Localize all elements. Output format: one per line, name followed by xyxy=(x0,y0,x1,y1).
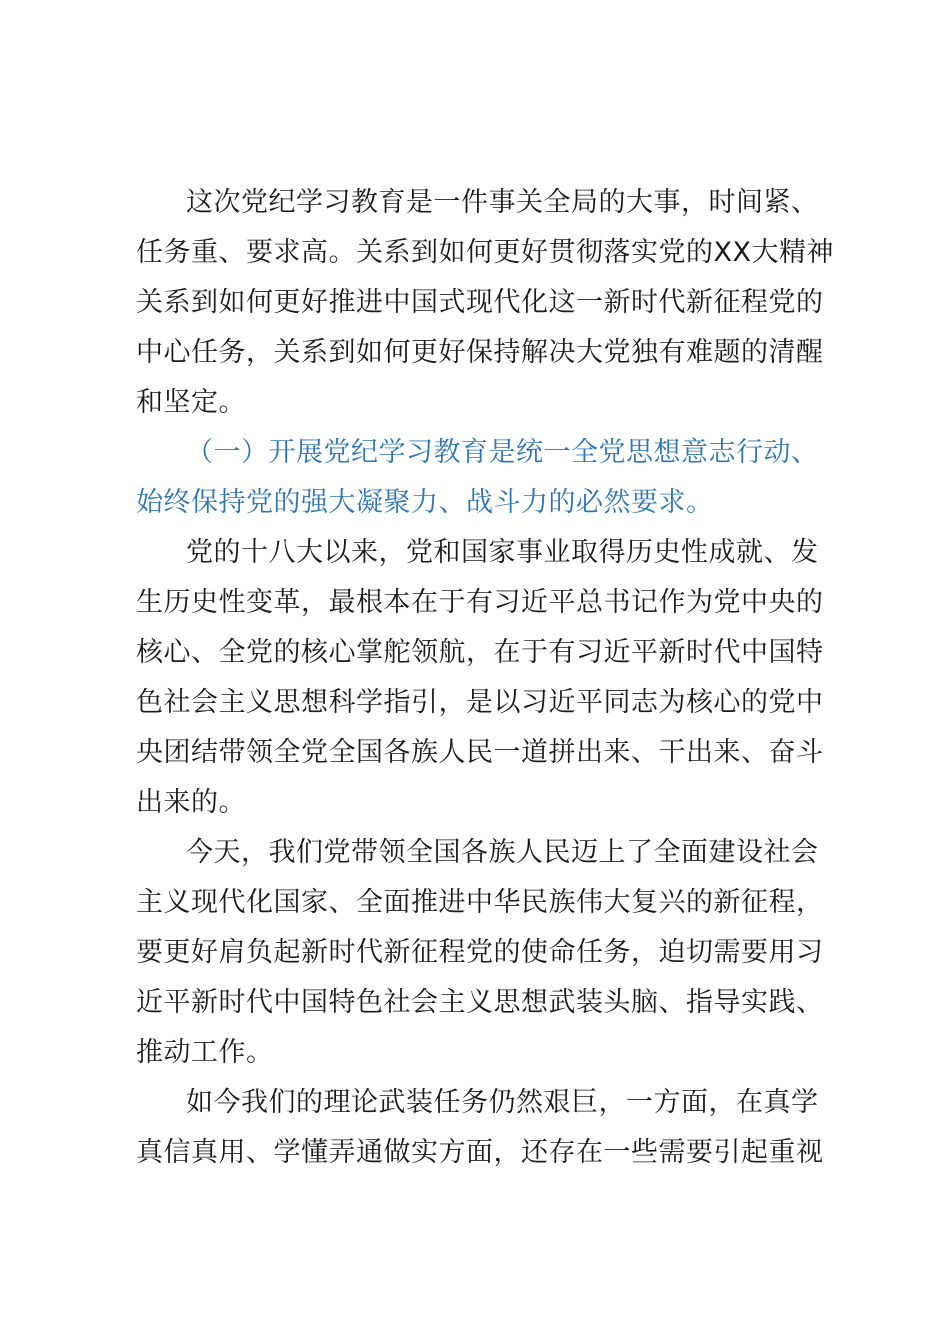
text-line: 生历史性变革，最根本在于有习近平总书记作为党中央的 xyxy=(136,587,824,618)
text-line: 和坚定。 xyxy=(136,387,246,418)
text-line: 主义现代化国家、全面推进中华民族伟大复兴的新征程， xyxy=(136,887,824,918)
heading-line: 始终保持党的强大凝聚力、战斗力的必然要求。 xyxy=(136,487,714,518)
paragraph-intro xyxy=(136,178,836,428)
text-line: 这次党纪学习教育是一件事关全局的大事，时间紧、 xyxy=(186,187,819,218)
text-line: 任务重、要求高。关系到如何更好贯彻落实党的XX大精神 xyxy=(136,237,834,268)
text-line: 中心任务，关系到如何更好保持解决大党独有难题的清醒 xyxy=(136,337,824,368)
text-line: 出来的。 xyxy=(136,787,246,818)
paragraph-today xyxy=(136,828,836,1078)
text-line: 推动工作。 xyxy=(136,1037,274,1068)
paragraph-achievements xyxy=(136,528,836,828)
section-heading xyxy=(136,428,836,528)
paragraph-theory xyxy=(136,1078,836,1178)
heading-line: （一）开展党纪学习教育是统一全党思想意志行动、 xyxy=(186,437,819,468)
text-line: 今天，我们党带领全国各族人民迈上了全面建设社会 xyxy=(186,837,819,868)
text-line: 色社会主义思想科学指引，是以习近平同志为核心的党中 xyxy=(136,687,824,718)
text-line: 央团结带领全党全国各族人民一道拼出来、干出来、奋斗 xyxy=(136,737,824,768)
text-line: 关系到如何更好推进中国式现代化这一新时代新征程党的 xyxy=(136,287,824,318)
text-line: 真信真用、学懂弄通做实方面，还存在一些需要引起重视 xyxy=(136,1137,824,1168)
text-line: 如今我们的理论武装任务仍然艰巨，一方面，在真学 xyxy=(186,1087,819,1118)
text-line: 党的十八大以来，党和国家事业取得历史性成就、发 xyxy=(186,537,819,568)
text-line: 要更好肩负起新时代新征程党的使命任务，迫切需要用习 xyxy=(136,937,824,968)
text-line: 核心、全党的核心掌舵领航，在于有习近平新时代中国特 xyxy=(136,637,824,668)
text-line: 近平新时代中国特色社会主义思想武装头脑、指导实践、 xyxy=(136,987,824,1018)
